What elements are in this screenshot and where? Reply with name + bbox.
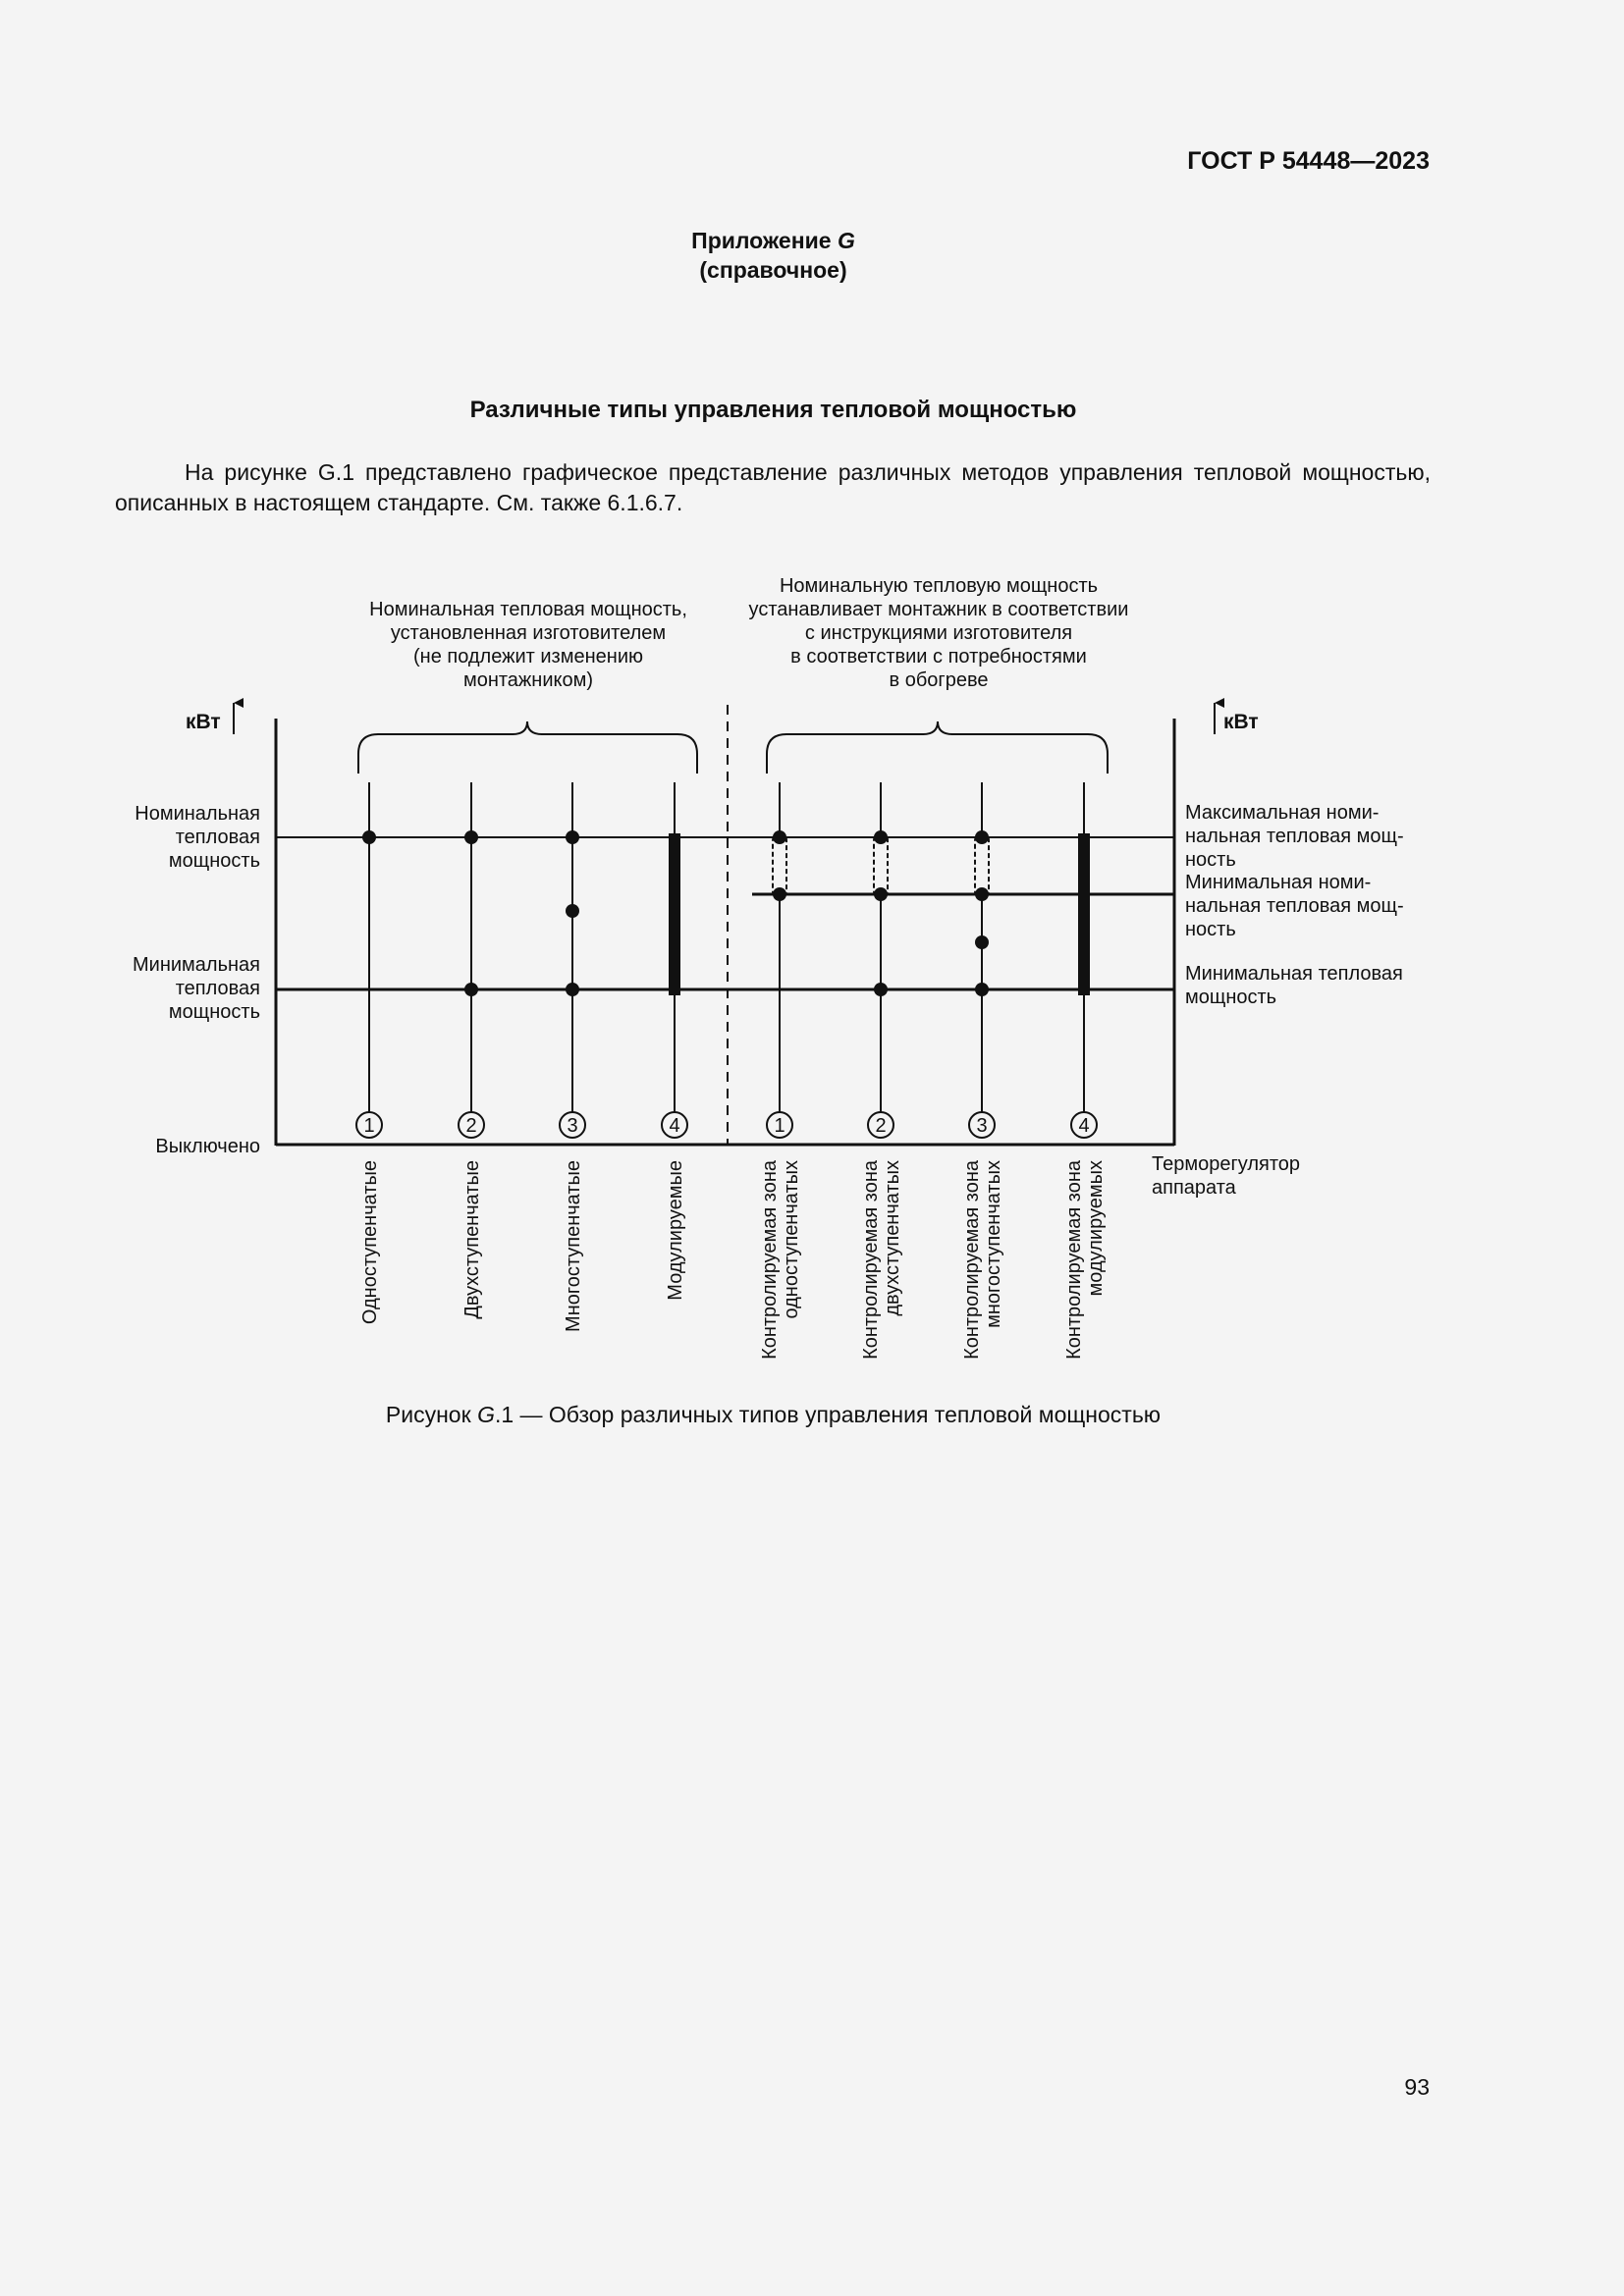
level-label-nominal: [135, 803, 260, 872]
lv-nom-line: Номинальная: [135, 803, 260, 825]
column-number: 3: [567, 1115, 578, 1137]
caption-prefix: Рисунок: [385, 1402, 471, 1427]
document-number: ГОСТ Р 54448—2023: [1187, 147, 1430, 175]
modulating-range-bar: [669, 833, 680, 995]
gl-line: (не подлежит изменению: [412, 646, 644, 667]
column-label: Контролируемая зона: [860, 1160, 882, 1360]
thermostat-label: [1152, 1153, 1300, 1199]
gr-line: в соответствии с потребностями: [790, 646, 1087, 667]
lv-min-line: мощность: [168, 1001, 260, 1023]
level-label-off: Выключено: [155, 1136, 260, 1157]
page-number: 93: [1404, 2074, 1430, 2100]
section-title: Различные типы управления тепловой мощностью: [469, 397, 1077, 423]
lv-min-line: Минимальная: [132, 954, 260, 976]
lv-nom-line: мощность: [168, 850, 260, 872]
gl-line: установленная изготовителем: [390, 622, 667, 644]
column-number: 4: [669, 1115, 680, 1137]
column-number: 2: [875, 1115, 887, 1137]
gl-line: Номинальная тепловая мощность,: [369, 599, 687, 620]
rv-min-line: мощность: [1185, 987, 1277, 1008]
column-label: Одноступенчатые: [359, 1160, 381, 1325]
caption-text: .1 — Обзор различных типов управления тепловой мощностью: [494, 1402, 1162, 1427]
rv-minnom-line: ность: [1185, 919, 1236, 940]
column-label: Контролируемая зона: [759, 1160, 781, 1360]
brace-right: [767, 721, 1108, 774]
rv-max-line: нальная тепловая мощ-: [1185, 826, 1404, 847]
column-label: Двухступенчатые: [461, 1160, 483, 1319]
column-label: Многоступенчатые: [563, 1160, 584, 1332]
rv-minnom-line: Минимальная номи-: [1185, 872, 1372, 893]
level-label-max-nominal: [1185, 802, 1404, 871]
column-label: модулируемых: [1085, 1160, 1107, 1297]
column-markers: [356, 1112, 1107, 1360]
group-label-installer: [749, 575, 1129, 691]
rv-minnom-line: нальная тепловая мощ-: [1185, 895, 1404, 917]
zone-modulating-range-bar: [1078, 833, 1090, 995]
column-label: двухступенчатых: [882, 1160, 903, 1316]
level-label-min-nominal: [1185, 872, 1404, 940]
column-label: Модулируемые: [665, 1160, 686, 1301]
unit-label-right: кВт: [1223, 711, 1259, 733]
thermo-line: аппарата: [1152, 1177, 1236, 1199]
rv-max-line: Максимальная номи-: [1185, 802, 1380, 824]
column-label: Контролируемая зона: [961, 1160, 983, 1360]
lv-nom-line: тепловая: [175, 827, 260, 848]
annex-title-prefix: Приложение: [691, 228, 832, 253]
thermo-line: Терморегулятор: [1152, 1153, 1300, 1175]
caption-letter: G: [477, 1402, 495, 1427]
column-number: 1: [774, 1115, 785, 1137]
gl-line: монтажником): [462, 669, 594, 691]
gr-line: в обогреве: [889, 669, 989, 691]
group-label-manufacturer: [369, 599, 687, 691]
gr-line: устанавливает монтажник в соответствии: [748, 599, 1129, 620]
column-label: одноступенчатых: [781, 1160, 802, 1319]
rv-max-line: ность: [1185, 849, 1236, 871]
annex-letter: G: [837, 228, 855, 253]
level-label-minimal: [133, 954, 260, 1023]
lv-min-line: тепловая: [175, 978, 260, 999]
level-label-min-output: [1185, 963, 1403, 1008]
unit-label-left: кВт: [186, 711, 221, 733]
column-number: 4: [1078, 1115, 1090, 1137]
gr-line: с инструкциями изготовителя: [804, 622, 1073, 644]
column-number: 3: [976, 1115, 988, 1137]
rv-min-line: Минимальная тепловая: [1185, 963, 1403, 985]
brace-left: [358, 721, 697, 774]
annex-subtitle: (справочное): [699, 257, 847, 283]
intro-paragraph: На рисунке G.1 представлено графическое представление различных методов управления тепловой мощностью, описанных в настоящем стандарте. См. также 6.1.6.7.: [115, 459, 1431, 515]
gr-line: Номинальную тепловую мощность: [779, 575, 1099, 597]
column-number: 1: [363, 1115, 375, 1137]
column-number: 2: [465, 1115, 477, 1137]
column-label: многоступенчатых: [983, 1160, 1004, 1328]
figure-caption: [0, 1402, 1546, 1428]
column-label: Контролируемая зона: [1063, 1160, 1085, 1360]
